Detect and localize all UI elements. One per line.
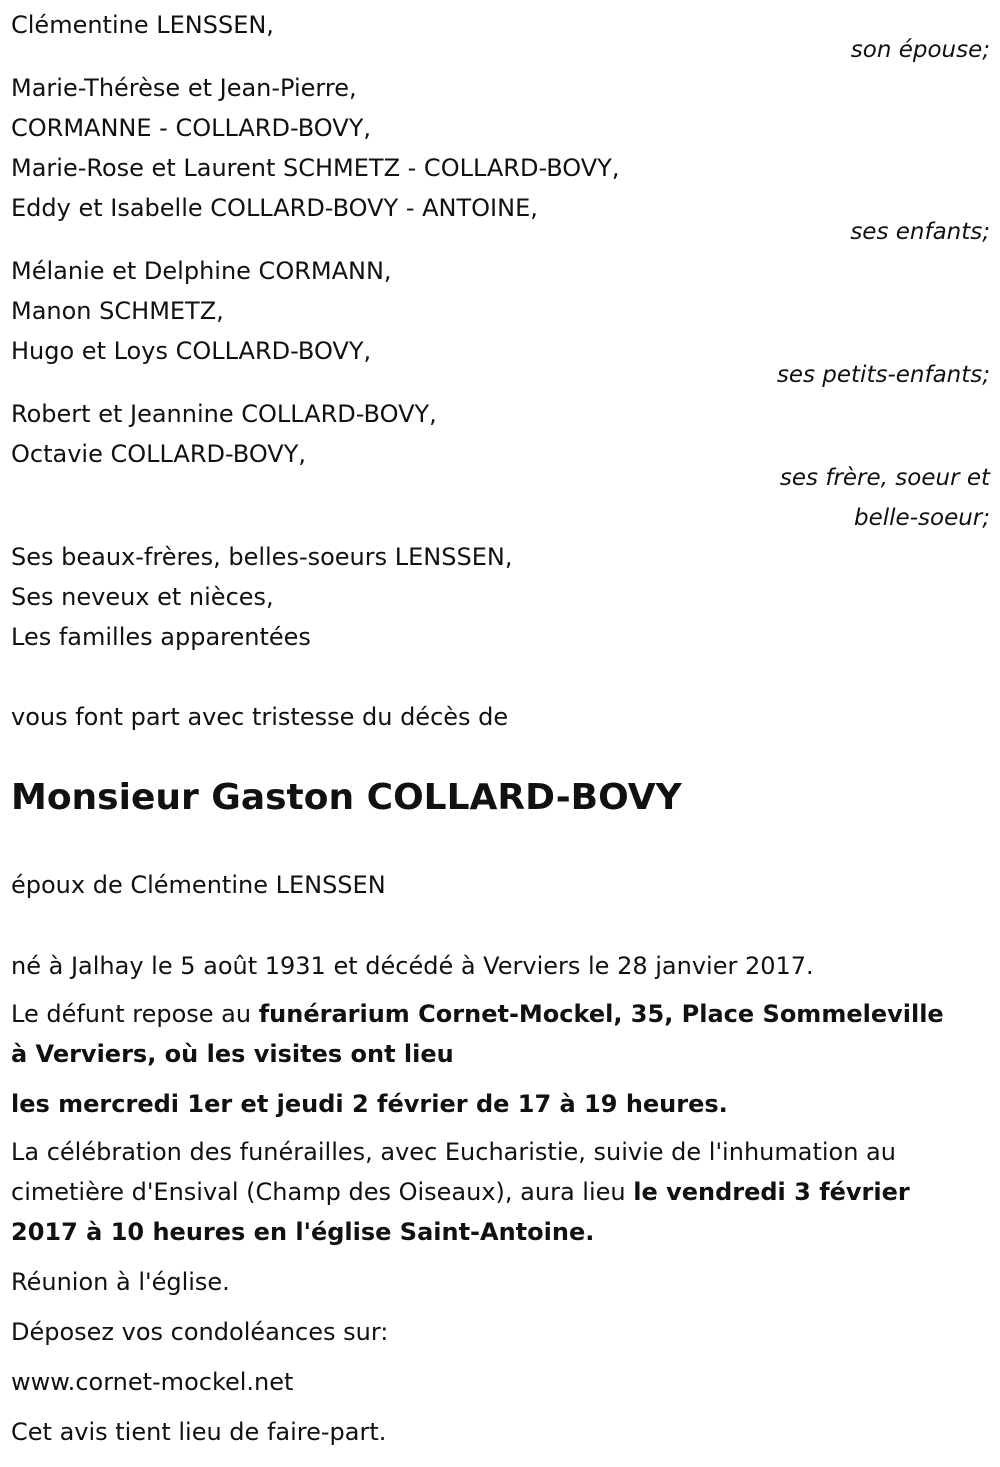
spouse-role: son épouse; [850,37,990,63]
spouse-of: époux de Clémentine LENSSEN [11,871,386,899]
child-line: Marie-Rose et Laurent SCHMETZ - COLLARD-BOVY, [11,154,620,182]
spouse-name: Clémentine LENSSEN, [11,11,274,39]
ceremony-time-place: 2017 à 10 heures en l'église Saint-Antoine. [11,1218,595,1246]
rest-place-1: funérarium Cornet-Mockel, 35, Place Sommeleville [258,1000,944,1028]
rest-prefix: Le défunt repose au [11,1000,259,1028]
ceremony-line-2 [11,1177,910,1207]
deceased-name: Monsieur Gaston COLLARD-BOVY [11,777,682,818]
grandchild-line: Mélanie et Delphine CORMANN, [11,257,392,285]
ceremony-date: le vendredi 3 février [633,1178,910,1206]
sibling-line: Octavie COLLARD-BOVY, [11,440,307,468]
grandchildren-role: ses petits-enfants; [776,362,990,388]
child-line: CORMANNE - COLLARD-BOVY, [11,114,371,142]
closing: Cet avis tient lieu de faire-part. [11,1418,387,1446]
others-line: Ses beaux-frères, belles-soeurs LENSSEN, [11,543,513,571]
rest-line-2 [11,1039,454,1069]
children-role: ses enfants; [850,219,990,245]
announcement: vous font part avec tristesse du décès de [11,703,509,731]
condolences-label: Déposez vos condoléances sur: [11,1318,389,1346]
child-line: Marie-Thérèse et Jean-Pierre, [11,74,357,102]
visits [11,1089,728,1119]
rest-place-2: à Verviers, où les visites ont lieu [11,1040,454,1068]
website-link[interactable]: www.cornet-mockel.net [11,1368,294,1396]
visits-text: les mercredi 1er et jeudi 2 février de 17 à 19 heures. [11,1090,728,1118]
siblings-role: ses frère, soeur et [779,465,990,491]
rest-line-1 [11,999,944,1029]
ceremony-line-3 [11,1217,594,1247]
others-line: Ses neveux et nièces, [11,583,274,611]
others-line: Les familles apparentées [11,623,311,651]
birth-death: né à Jalhay le 5 août 1931 et décédé à Verviers le 28 janvier 2017. [11,952,814,980]
ceremony-line-1: La célébration des funérailles, avec Eucharistie, suivie de l'inhumation au [11,1138,896,1166]
child-line: Eddy et Isabelle COLLARD-BOVY - ANTOINE, [11,194,538,222]
meeting: Réunion à l'église. [11,1268,230,1296]
grandchild-line: Manon SCHMETZ, [11,297,224,325]
siblings-role: belle-soeur; [854,505,990,531]
grandchild-line: Hugo et Loys COLLARD-BOVY, [11,337,372,365]
ceremony-line-2-plain: cimetière d'Ensival (Champ des Oiseaux), aura lieu [11,1178,634,1206]
sibling-line: Robert et Jeannine COLLARD-BOVY, [11,400,437,428]
